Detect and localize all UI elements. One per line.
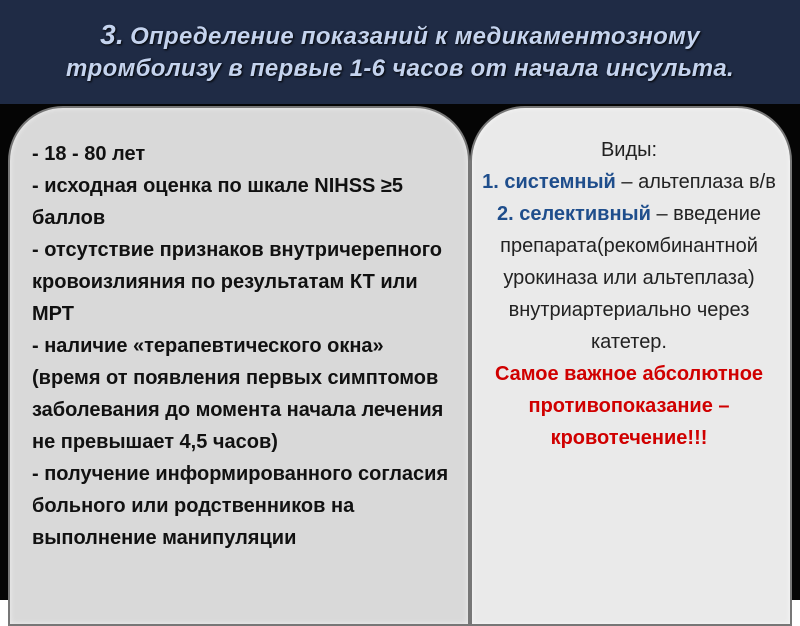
indication-age: - 18 - 80 лет xyxy=(32,143,146,165)
contraindication-warning: Самое важное абсолютное противопоказание – кровотечение!!! xyxy=(494,363,764,449)
types-text xyxy=(478,134,780,454)
type-selective-label: 2. селективный xyxy=(497,203,651,225)
type-systemic xyxy=(478,166,780,198)
slide-number: 3. xyxy=(100,19,125,50)
indication-consent: - получение информированного согласия больного или родственников на выполнение манипуляции xyxy=(32,463,449,549)
slide-title xyxy=(0,19,800,85)
indication-no-hemorrhage: - отсутствие признаков внутричерепного кровоизлияния по результатам КТ или МРТ xyxy=(32,239,443,325)
type-systemic-desc: – альтеплаза в/в xyxy=(615,171,776,193)
type-selective xyxy=(478,198,780,358)
indication-therapeutic-window: - наличие «терапевтического окна» (время от появления первых симптомов заболевания до момента начала лечения не превышает 4,5 часов) xyxy=(32,335,444,453)
title-bar xyxy=(0,0,800,104)
slide-title-text: Определение показаний к медикаментозному тромболизу в первые 1-6 часов от начала инсульта. xyxy=(66,23,734,82)
indications-list xyxy=(32,138,452,554)
types-heading: Виды: xyxy=(600,139,658,161)
type-systemic-label: 1. системный xyxy=(482,171,616,193)
indication-nihss: - исходная оценка по шкале NIHSS ≥5 баллов xyxy=(32,175,404,229)
type-selective-desc: – введение препарата(рекомбинантной урокиназа или альтеплаза) внутриартериально через катетер. xyxy=(500,203,761,353)
